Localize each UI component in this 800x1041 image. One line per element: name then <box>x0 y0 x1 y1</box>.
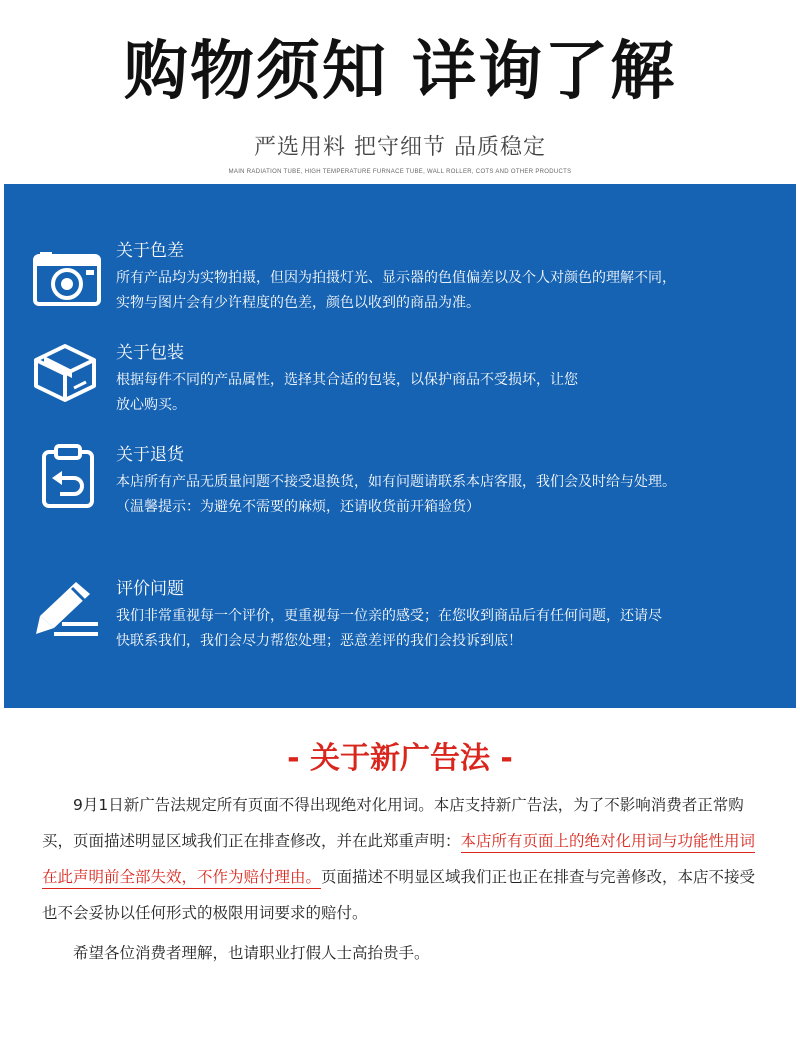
ad-law-highlight: 本店所有页面上的绝对化用词与功能性用词在此声明前全部失效，不作为赔付理由。 <box>42 832 755 889</box>
shopping-notice-panel <box>4 184 796 708</box>
ad-law-statement <box>42 787 758 971</box>
english-tagline: MAIN RADIATION TUBE, HIGH TEMPERATURE FURNACE TUBE, WALL ROLLER, COTS AND OTHER PRODUCTS <box>228 169 572 175</box>
notice-line: 所有产品均为实物拍摄，但因为拍摄灯光、显示器的色值偏差以及个人对颜色的理解不同， <box>116 270 676 286</box>
notice-line: 快联系我们，我们会尽力帮您处理；恶意差评的我们会投诉到底！ <box>116 633 522 649</box>
ad-law-text: 9月1日新广告法规定所有页面不得出现绝对化用词。本店支持新广告法，为了不影响消费者正常购买，页面描述明显区域我们正在排查修改，并在此郑重声明： <box>42 796 744 850</box>
ad-law-title: - 关于新广告法 - <box>287 741 513 776</box>
return-clipboard-icon <box>40 442 110 512</box>
page-subtitle: 严选用料 把守细节 品质稳定 <box>254 135 546 160</box>
notice-line: 实物与图片会有少许程度的色差，颜色以收到的商品为准。 <box>116 295 480 311</box>
notice-heading: 关于包装 <box>116 343 184 363</box>
ad-law-text: 页面描述不明显区域我们正也正在排查与完善修改，本店不接受也不会妥协以任何形式的极限用词要求的赔付。 <box>42 868 756 922</box>
ad-law-paragraph <box>42 787 758 931</box>
page-title: 购物须知 详询了解 <box>123 35 677 109</box>
ad-law-closing: 希望各位消费者理解，也请职业打假人士高抬贵手。 <box>73 944 430 962</box>
package-box-icon <box>32 342 102 412</box>
notice-heading: 评价问题 <box>116 579 184 599</box>
notice-heading: 关于退货 <box>116 445 184 465</box>
pencil-review-icon <box>32 578 102 648</box>
camera-icon <box>32 248 102 318</box>
notice-line: 放心购买。 <box>116 397 186 413</box>
notice-line: 根据每件不同的产品属性，选择其合适的包装，以保护商品不受损坏，让您 <box>116 372 578 388</box>
page-header <box>0 0 800 175</box>
notice-line: 本店所有产品无质量问题不接受退换货，如有问题请联系本店客服，我们会及时给与处理。 <box>116 474 676 490</box>
notice-line: 我们非常重视每一个评价，更重视每一位亲的感受；在您收到商品后有任何问题，还请尽 <box>116 608 662 624</box>
notice-heading: 关于色差 <box>116 241 184 261</box>
notice-line: （温馨提示：为避免不需要的麻烦，还请收货前开箱验货） <box>116 499 480 515</box>
